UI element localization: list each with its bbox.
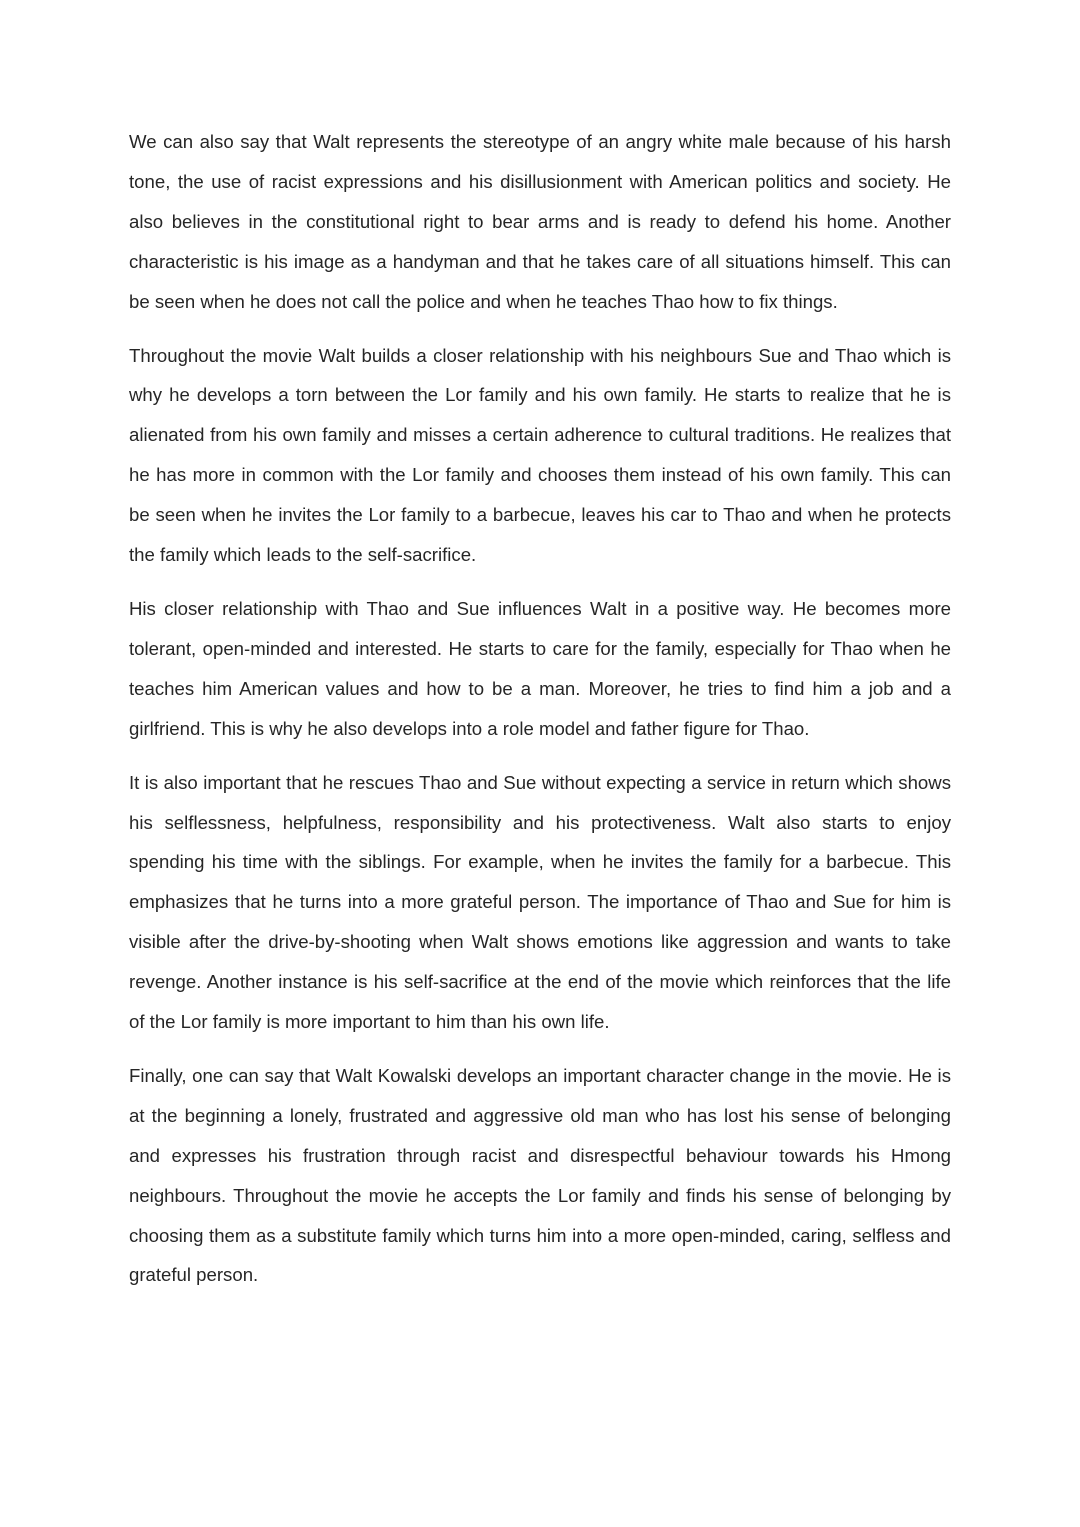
- paragraph-conclusion: Finally, one can say that Walt Kowalski develops an important character change in the movie. He is at the beginning a lonely, frustrated and aggressive old man who has lost his sense of belonging and expresses his frustration through racist and disrespectful behaviour towards his Hmong neighbours. Throughout the movie he accepts the Lor family and finds his sense of belonging by choosing them as a substitute family which turns him into a more open-minded, caring, selfless and grateful person.: [129, 1064, 951, 1286]
- paragraph-stereotype: We can also say that Walt represents the stereotype of an angry white male because of his harsh tone, the use of racist expressions and his disillusionment with American politics and society. He also believes in the constitutional right to bear arms and is ready to defend his home. Another characteristic is his image as a handyman and that he takes care of all situations himself. This can be seen when he does not call the police and when he teaches Thao how to fix things.: [129, 131, 951, 312]
- paragraph-influence: His closer relationship with Thao and Sue influences Walt in a positive way. He becomes more tolerant, open-minded and interested. He starts to care for the family, especially for Thao when he teaches him American values and how to be a man. Moreover, he tries to find him a job and a girlfriend. This is why he also develops into a role model and father figure for Thao.: [129, 597, 951, 739]
- paragraph-rescue: It is also important that he rescues Thao and Sue without expecting a service in return which shows his selflessness, helpfulness, responsibility and his protectiveness. Walt also starts to enjoy spending his time with the siblings. For example, when he invites the family for a barbecue. This emphasizes that he turns into a more grateful person. The importance of Thao and Sue for him is visible after the drive-by-shooting when Walt shows emotions like aggression and wants to take revenge. Another instance is his self-sacrifice at the end of the movie which reinforces that the life of the Lor family is more important to him than his own life.: [129, 771, 951, 1033]
- paragraph-relationship: Throughout the movie Walt builds a closer relationship with his neighbours Sue and Thao which is why he develops a torn between the Lor family and his own family. He starts to realize that he is alienated from his own family and misses a certain adherence to cultural traditions. He realizes that he has more in common with the Lor family and chooses them instead of his own family. This can be seen when he invites the Lor family to a barbecue, leaves his car to Thao and when he protects the family which leads to the self-sacrifice.: [129, 344, 951, 566]
- document-body: [129, 122, 951, 1309]
